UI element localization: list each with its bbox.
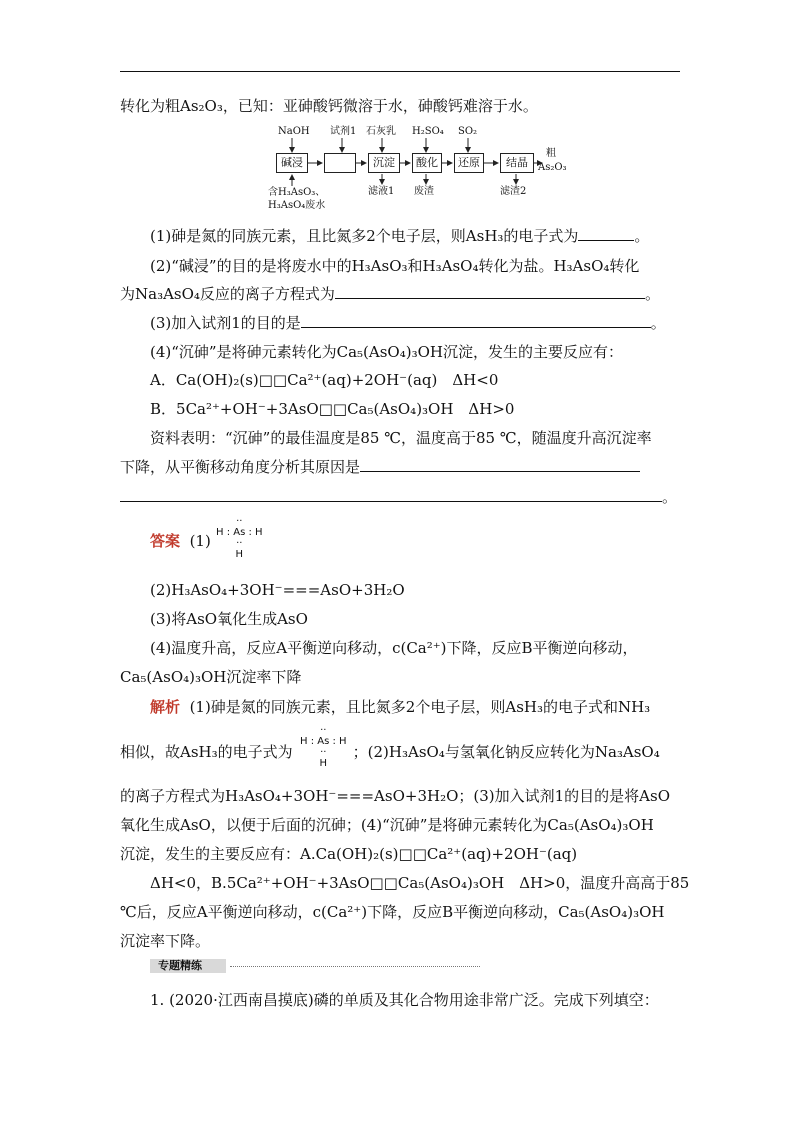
step-crystallize: 结晶 [500, 153, 534, 173]
answer-4a: (4)温度升高，反应A平衡逆向移动，c(Ca²⁺)下降，反应B平衡逆向移动， [150, 639, 638, 657]
analysis-line-4: 氧化生成AsO，以便于后面的沉砷；(4)“沉砷”是将砷元素转化为Ca₅(AsO₄)₃OH [120, 816, 654, 834]
analysis-1-text: (1)砷是氮的同族元素，且比氮多2个电子层，则AsH₃的电子式和NH₃ [189, 698, 651, 716]
question-4e-text: 下降，从平衡移动角度分析其原因是 [120, 458, 361, 476]
edf2-row: H : As : H [300, 736, 347, 747]
product-label-bottom: As₂O₃ [538, 162, 567, 173]
input-lime-milk: 石灰乳 [366, 126, 396, 137]
answer-3: (3)将AsO氧化生成AsO [150, 610, 308, 628]
blank-2 [335, 284, 645, 299]
section-banner [150, 959, 480, 973]
feed-label-2: H₃AsO₄废水 [268, 200, 326, 211]
question-2a: (2)“碱浸”的目的是将废水中的H₃AsO₃和H₃AsO₄转化为盐。H₃AsO₄转化 [150, 257, 640, 275]
input-reagent1: 试剂1 [330, 126, 357, 137]
step-precipitate: 沉淀 [368, 153, 400, 173]
product-label-top: 粗 [546, 148, 556, 159]
question-4a: (4)“沉砷”是将砷元素转化为Ca₅(AsO₄)₃OH沉淀，发生的主要反应有： [150, 343, 623, 361]
blank-4b [120, 487, 662, 502]
feed-label-1: 含H₃AsO₃、 [268, 187, 326, 198]
section-tag: 专题精练 [150, 959, 226, 973]
question-3-text: (3)加入试剂1的目的是 [150, 314, 301, 332]
period-4: 。 [662, 488, 678, 506]
answer-4b: Ca₅(AsO₄)₃OH沉淀率下降 [120, 668, 302, 686]
next-question: 1. (2020·江西南昌摸底)磷的单质及其化合物用途非常广泛。完成下列填空： [150, 991, 659, 1009]
analysis-2a-text: 相似，故AsH₃的电子式为 [120, 743, 293, 761]
analysis-line-5: 沉淀，发生的主要反应有：A.Ca(OH)₂(s)□□Ca²⁺(aq)+2OH⁻(aq) [120, 845, 578, 863]
question-4e [120, 457, 685, 477]
input-naoh: NaOH [278, 126, 310, 137]
analysis-line-7: ℃后，反应A平衡逆向移动，c(Ca²⁺)下降，反应B平衡逆向移动，Ca₅(AsO₄)₃OH [120, 903, 665, 921]
analysis-line-2 [120, 742, 685, 762]
answer-1-prefix: (1) [189, 532, 211, 550]
process-flow-diagram [262, 126, 572, 214]
analysis-2b-text: ；(2)H₃AsO₄与氢氧化钠反应转化为Na₃AsO₄ [352, 743, 660, 761]
blank-3 [301, 313, 651, 328]
edf2-bottom-h: H [319, 758, 328, 769]
electron-formula-answer [216, 516, 263, 560]
question-2b [120, 284, 685, 304]
step-alkali-leach: 碱浸 [276, 153, 308, 173]
edf-dots-bottom: ·· [236, 538, 243, 549]
question-4-blank-line [120, 487, 685, 507]
period-1: 。 [634, 227, 650, 245]
output-residue2: 滤渣2 [500, 186, 527, 197]
question-1 [150, 226, 685, 246]
question-4-reaction-a: A．Ca(OH)₂(s)□□Ca²⁺(aq)+2OH⁻(aq) ΔH<0 [150, 371, 499, 389]
blank-4a [360, 457, 640, 472]
analysis-line-6: ΔH<0，B.5Ca²⁺+OH⁻+3AsO□□Ca₅(AsO₄)₃OH ΔH>0，温度升高高于85 [150, 874, 690, 892]
question-4d: 资料表明：“沉砷”的最佳温度是85 ℃，温度高于85 ℃，随温度升高沉淀率 [150, 429, 652, 447]
analysis-line-3: 的离子方程式为H₃AsO₄+3OH⁻===AsO+3H₂O；(3)加入试剂1的目的是将AsO [120, 787, 670, 805]
analysis-line-1 [150, 697, 685, 717]
question-1-text: (1)砷是氮的同族元素，且比氮多2个电子层，则AsH₃的电子式为 [150, 227, 579, 245]
period-2: 。 [644, 285, 660, 303]
analysis-label: 解析 [150, 698, 181, 716]
step-reduce: 还原 [454, 153, 484, 173]
edf2-dots-bottom: ·· [320, 747, 327, 758]
section-divider [230, 966, 480, 967]
input-h2so4: H₂SO₄ [412, 126, 444, 137]
period-3: 。 [650, 314, 666, 332]
electron-formula-analysis [300, 725, 347, 769]
answer-2: (2)H₃AsO₄+3OH⁻===AsO+3H₂O [150, 581, 405, 599]
edf2-dots-top: ·· [320, 725, 327, 736]
question-3 [150, 313, 685, 333]
question-2b-text: 为Na₃AsO₄反应的离子方程式为 [120, 285, 335, 303]
edf-row: H : As : H [216, 527, 263, 538]
output-waste-residue: 废渣 [414, 186, 434, 197]
step-acidify: 酸化 [412, 153, 442, 173]
analysis-line-8: 沉淀率下降。 [120, 932, 211, 950]
edf-dots-top: ·· [236, 516, 243, 527]
answer-label: 答案 [150, 532, 181, 550]
output-filtrate1: 滤液1 [368, 186, 395, 197]
question-4-reaction-b: B．5Ca²⁺+OH⁻+3AsO□□Ca₅(AsO₄)₃OH ΔH>0 [150, 400, 515, 418]
blank-1 [578, 226, 634, 241]
edf-bottom-h: H [235, 549, 244, 560]
header-rule [120, 71, 680, 72]
input-so2: SO₂ [458, 126, 478, 137]
step-reagent1 [324, 153, 356, 173]
intro-text: 转化为粗As₂O₃，已知：亚砷酸钙微溶于水，砷酸钙难溶于水。 [120, 97, 538, 115]
